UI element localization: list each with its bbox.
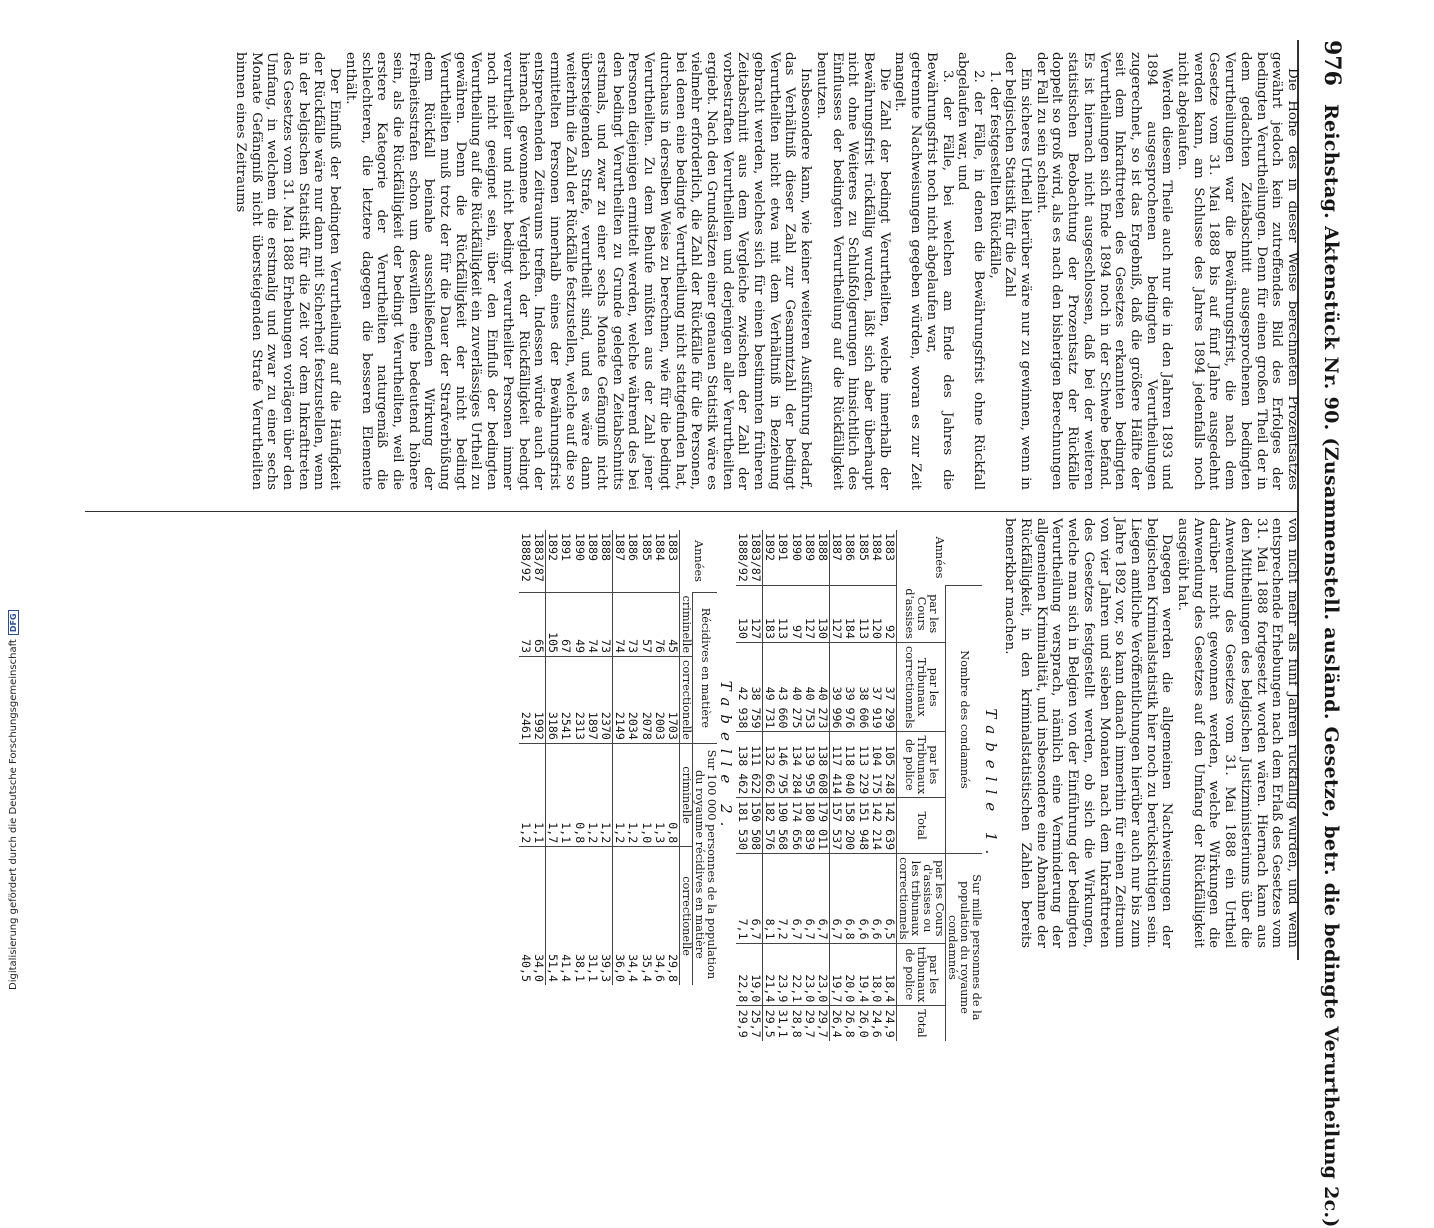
value-cell: 28,8 xyxy=(789,1006,802,1041)
value-cell: 146 795 xyxy=(776,732,789,798)
running-header xyxy=(1305,40,1345,1228)
value-cell: 113 xyxy=(856,585,869,642)
value-cell: 29,9 xyxy=(736,1006,749,1041)
column-header: par les Tribunaux correctionnels xyxy=(897,642,946,732)
table-row xyxy=(856,530,869,1041)
table-row xyxy=(612,530,626,985)
value-cell: 39 976 xyxy=(843,642,856,732)
value-cell: 113 229 xyxy=(856,732,869,798)
value-cell: 117 414 xyxy=(829,732,843,798)
value-cell: 67 xyxy=(559,593,572,657)
column-header: Total xyxy=(897,798,946,854)
column-header: correctionelle xyxy=(680,657,693,744)
table-2 xyxy=(519,530,735,985)
year-cell: 1883/87 xyxy=(532,530,546,593)
value-cell: 1,2 xyxy=(586,743,599,846)
paragraph: getrennte Nachweisungen gegeben würden, woran es zur Zeit mangelt. xyxy=(892,52,924,490)
value-cell: 37 299 xyxy=(883,642,897,732)
value-cell: 2149 xyxy=(612,657,626,744)
table-row xyxy=(639,530,652,985)
year-cell: 1886 xyxy=(626,533,641,561)
value-cell: 2370 xyxy=(599,657,613,744)
page-number: 976 xyxy=(1319,40,1345,86)
value-cell: 19,4 xyxy=(856,943,869,1006)
value-cell: 184 xyxy=(843,585,856,642)
text-column-left xyxy=(232,52,1300,490)
year-cell: 1888 xyxy=(816,530,830,585)
value-cell: 6,7 xyxy=(803,854,816,944)
value-cell: 73 xyxy=(599,593,613,657)
value-cell: 2313 xyxy=(572,657,585,744)
column-header: Total xyxy=(897,1006,946,1041)
table-2-title: Tabelle 2. xyxy=(717,680,735,835)
table-row xyxy=(653,530,666,985)
table-row xyxy=(776,530,789,1041)
column-divider xyxy=(85,511,1297,512)
value-cell: 39 996 xyxy=(829,642,843,732)
value-cell: 0,8 xyxy=(666,743,680,846)
value-cell: 134 284 xyxy=(789,732,802,798)
value-cell: 2003 xyxy=(653,657,666,744)
value-cell: 74 xyxy=(586,593,599,657)
value-cell: 130 xyxy=(816,585,830,642)
value-cell: 157 537 xyxy=(829,798,843,854)
value-cell: 6,7 xyxy=(749,854,763,944)
table-1 xyxy=(736,530,1000,1041)
value-cell: 1897 xyxy=(586,657,599,744)
col-head-annees: Années xyxy=(897,530,983,585)
table-row xyxy=(666,530,680,985)
year-cell: 1892 xyxy=(546,533,561,561)
table-row xyxy=(870,530,883,1041)
value-cell: 1,1 xyxy=(559,743,572,846)
value-cell: 23,0 xyxy=(803,943,816,1006)
value-cell: 1992 xyxy=(532,657,546,744)
value-cell: 150 508 xyxy=(749,798,763,854)
value-cell: 23,0 xyxy=(816,943,830,1006)
value-cell: 22,8 xyxy=(736,943,749,1006)
value-cell: 130 xyxy=(736,585,749,642)
year-cell: 1888 xyxy=(599,530,613,593)
value-cell: 120 xyxy=(870,585,883,642)
table-row xyxy=(545,530,559,985)
paragraph: Dagegen werden die allgemeinen Nachweisungen der belgischen Kriminalstatistik hier noch zu berücksichtigen sein. Liegen amtliche Veröffentlichungen hierüber auch nur bis zum Jahre 1892 vor, so kann danach immerhin für einen Zeitraum von vier Jahren und sieben Monaten nach dem Inkrafttreten des Gesetzes festgestellt werden, ob sich die Wirkungen, welche man sich in Belgien von der Einführung der bedingten Verurtheilung versprach, nämlich eine Verminderung der allgemeinen Kriminalität, und insbesondere eine Abnahme der Rückfälligkeit, in den kriminalstatistischen Zahlen bereits bemerkbar machen. xyxy=(1002,518,1175,948)
year-cell: 1891 xyxy=(776,533,791,561)
paragraph: Die Zahl der bedingt Verurtheilten, welche innerhalb der Bewährungsfrist rückfällig wurden, läßt sich aber überhaupt nicht ohne Weiteres zu Schlußfolgerungen hinsichtlich des Einflusses der bedingten Verurtheilung auf die Rückfälligkeit benutzen. xyxy=(813,52,892,490)
value-cell: 6,7 xyxy=(829,854,843,944)
value-cell: 1703 xyxy=(666,657,680,744)
value-cell: 42 938 xyxy=(736,642,749,732)
value-cell: 97 xyxy=(789,585,802,642)
column-header: par les Cours d'assises ou les tribunaux correctionnels xyxy=(897,854,946,944)
value-cell: 40 753 xyxy=(803,642,816,732)
value-cell: 49 731 xyxy=(762,642,776,732)
year-cell: 1889 xyxy=(585,533,600,561)
year-cell: 1890 xyxy=(572,533,587,561)
value-cell: 34,4 xyxy=(626,847,639,985)
paragraph: Werden diesem Theile auch nur die in den Jahren 1893 und 1894 ausgesprochenen bedingten Verurtheilungen zugerechnet, so ist das Ergebniß, daß die größere Hälfte der seit dem Inkrafttreten des Gesetzes erkannten bedingten Verurtheilungen sich Ende 1894 noch in der Schwebe befand. Es ist hiernach nicht ausgeschlossen, daß bei der weiteren statistischen Beobachtung der Prozentsatz der Rückfälle doppelt so groß wird, als es nach den bisherigen Berechnungen der Fall zu sein scheint. xyxy=(1033,52,1175,490)
value-cell: 151 948 xyxy=(856,798,869,854)
value-cell: 1,2 xyxy=(612,743,626,846)
year-cell: 1887 xyxy=(830,533,845,561)
value-cell: 39,3 xyxy=(599,847,613,985)
value-cell: 36,0 xyxy=(612,847,626,985)
value-cell: 113 xyxy=(776,585,789,642)
value-cell: 6,6 xyxy=(856,854,869,944)
table-row xyxy=(829,530,843,1041)
year-cell: 1891 xyxy=(559,533,574,561)
year-cell: 1885 xyxy=(639,533,654,561)
text-column-right xyxy=(1002,518,1300,948)
value-cell: 26,4 xyxy=(829,1006,843,1041)
value-cell: 127 xyxy=(749,585,763,642)
value-cell: 38 606 xyxy=(856,642,869,732)
footer-credit xyxy=(8,610,19,990)
value-cell: 1,1 xyxy=(532,743,546,846)
year-cell: 1884 xyxy=(869,533,884,561)
column-header: correctionelle xyxy=(680,847,693,985)
table-row xyxy=(532,530,546,985)
year-cell: 1890 xyxy=(789,533,804,561)
value-cell: 127 xyxy=(803,585,816,642)
paragraph: von nicht mehr als fünf Jahren rückfällig wurden, und wenn entsprechende Erhebungen nach dem Erlaß des Gesetzes vom 31. Mai 1888 fortgesetzt worden wären. Hiernach kann aus den Mittheilungen des belgischen Justizministeriums über die Anwendung des Gesetzes vom 31. Mai 1888 ein Urtheil darüber nicht gewonnen werden, welche Wirkungen die Anwendung des Gesetzes auf den Umfang der Rückfälligkeit ausgeübt hat. xyxy=(1175,518,1300,948)
value-cell: 74 xyxy=(612,593,626,657)
year-cell: 1892 xyxy=(763,533,778,561)
value-cell: 23,9 xyxy=(776,943,789,1006)
table-row xyxy=(736,530,749,1041)
value-cell: 118 040 xyxy=(843,732,856,798)
value-cell: 20,0 xyxy=(843,943,856,1006)
value-cell: 26,8 xyxy=(843,1006,856,1041)
column-header: criminelle xyxy=(680,743,693,846)
col-head-annees: Années xyxy=(680,530,718,593)
value-cell: 182 576 xyxy=(762,798,776,854)
col-head-sur-100000: Sur 100 000 personnes de la population du royaume récidives en matière xyxy=(693,743,718,985)
value-cell: 43 660 xyxy=(776,642,789,732)
value-cell: 92 xyxy=(883,585,897,642)
value-cell: 139 959 xyxy=(803,732,816,798)
value-cell: 57 xyxy=(639,593,652,657)
year-cell: 1885 xyxy=(856,533,871,561)
table-row xyxy=(789,530,802,1041)
value-cell: 41,4 xyxy=(559,847,572,985)
year-cell: 1883/87 xyxy=(749,530,763,585)
value-cell: 7,2 xyxy=(776,854,789,944)
value-cell: 2461 xyxy=(519,657,532,744)
paragraph: Ein sicheres Urtheil hierüber wäre nur zu gewinnen, wenn in der belgischen Statistik für die Zahl xyxy=(1002,52,1034,490)
col-head-nombre: Nombre des condamnés xyxy=(946,585,983,853)
value-cell: 25,7 xyxy=(749,1006,763,1041)
value-cell: 24,6 xyxy=(870,1006,883,1041)
value-cell: 2034 xyxy=(626,657,639,744)
table-row xyxy=(572,530,585,985)
footer-text: Digitalisierung gefördert durch die Deutsche Forschungsgemeinschaft xyxy=(8,639,19,990)
value-cell: 40 273 xyxy=(816,642,830,732)
value-cell: 2541 xyxy=(559,657,572,744)
value-cell: 132 662 xyxy=(762,732,776,798)
year-cell: 1886 xyxy=(843,533,858,561)
year-cell: 1887 xyxy=(613,533,628,561)
value-cell: 105 248 xyxy=(883,732,897,798)
value-cell: 138 462 xyxy=(736,732,749,798)
table-row xyxy=(803,530,816,1041)
value-cell: 22,1 xyxy=(789,943,802,1006)
value-cell: 0,8 xyxy=(572,743,585,846)
column-header: criminelle xyxy=(680,593,693,657)
header-title: Reichstag. Aktenstück Nr. 90. (Zusammenstell. ausländ. Gesetze, betr. die bedingte Verurtheilung 2c.) xyxy=(1320,103,1342,1228)
value-cell: 31,1 xyxy=(776,1006,789,1041)
value-cell: 24,9 xyxy=(883,1006,897,1041)
value-cell: 38,1 xyxy=(572,847,585,985)
value-cell: 138 608 xyxy=(816,732,830,798)
value-cell: 31,1 xyxy=(586,847,599,985)
value-cell: 29,7 xyxy=(816,1006,830,1041)
value-cell: 104 175 xyxy=(870,732,883,798)
value-cell: 65 xyxy=(532,593,546,657)
column-header: par les Cours d'assises xyxy=(897,585,946,642)
dfg-logo: DFG xyxy=(8,610,19,635)
value-cell: 29,5 xyxy=(762,1006,776,1041)
value-cell: 1,0 xyxy=(639,743,652,846)
value-cell: 34,0 xyxy=(532,847,546,985)
column-header: par les Tribunaux de police xyxy=(897,732,946,798)
value-cell: 37 919 xyxy=(870,642,883,732)
value-cell: 49 xyxy=(572,593,585,657)
value-cell: 35,4 xyxy=(639,847,652,985)
value-cell: 6,7 xyxy=(789,854,802,944)
value-cell: 51,4 xyxy=(545,847,559,985)
year-cell: 1884 xyxy=(652,533,667,561)
value-cell: 1,2 xyxy=(519,743,532,846)
value-cell: 73 xyxy=(519,593,532,657)
value-cell: 18,0 xyxy=(870,943,883,1006)
value-cell: 180 839 xyxy=(803,798,816,854)
value-cell: 1,2 xyxy=(626,743,639,846)
value-cell: 127 xyxy=(829,585,843,642)
col-head-sur-mille: Sur mille personnes de la population du royaume condamnés xyxy=(946,854,983,1041)
table-row xyxy=(749,530,763,1041)
value-cell: 190 568 xyxy=(776,798,789,854)
value-cell: 29,8 xyxy=(666,847,680,985)
value-cell: 76 xyxy=(653,593,666,657)
value-cell: 3186 xyxy=(545,657,559,744)
value-cell: 7,1 xyxy=(736,854,749,944)
table-row xyxy=(762,530,776,1041)
value-cell: 1,2 xyxy=(599,743,613,846)
year-cell: 1883 xyxy=(883,533,897,561)
value-cell: 40 275 xyxy=(789,642,802,732)
value-cell: 19,0 xyxy=(749,943,763,1006)
table-row xyxy=(843,530,856,1041)
value-cell: 34,6 xyxy=(653,847,666,985)
paragraph: Die Höhe des in dieser Weise berechneten Prozentsatzes gewährt jedoch kein zutreffendes Bild des Erfolges der bedingten Verurtheilungen. Denn für einen großen Theil der in dem gedachten Zeitabschnitt ausgesprochenen bedingten Verurtheilungen war die Bewährungsfrist, die nach dem Gesetze vom 31. Mai 1888 bis auf fünf Jahre ausgedehnt werden kann, am Schlusse des Jahres 1894 jedenfalls noch nicht abgelaufen. xyxy=(1175,52,1300,490)
value-cell: 142 639 xyxy=(883,798,897,854)
value-cell: 18,4 xyxy=(883,943,897,1006)
year-cell: 1888/92 xyxy=(518,533,533,582)
value-cell: 8,1 xyxy=(762,854,776,944)
value-cell: 1,3 xyxy=(653,743,666,846)
value-cell: 174 656 xyxy=(789,798,802,854)
value-cell: 1,7 xyxy=(545,743,559,846)
table-row xyxy=(626,530,639,985)
value-cell: 6,6 xyxy=(870,854,883,944)
table-row xyxy=(519,530,532,985)
value-cell: 142 214 xyxy=(870,798,883,854)
table-row xyxy=(559,530,572,985)
value-cell: 6,7 xyxy=(816,854,830,944)
table-row xyxy=(816,530,830,1041)
table-row xyxy=(599,530,613,985)
value-cell: 38 759 xyxy=(749,642,763,732)
value-cell: 73 xyxy=(626,593,639,657)
year-cell: 1888/92 xyxy=(735,533,750,582)
value-cell: 181 530 xyxy=(736,798,749,854)
value-cell: 26,0 xyxy=(856,1006,869,1041)
paragraph: 3. der Fälle, bei welchen am Ende des Jahres die Bewährungsfrist noch nicht abgelaufen war, xyxy=(923,52,955,490)
value-cell: 40,5 xyxy=(519,847,532,985)
value-cell: 105 xyxy=(545,593,559,657)
value-cell: 19,7 xyxy=(829,943,843,1006)
value-cell: 6,5 xyxy=(883,854,897,944)
table-1-grid xyxy=(736,530,982,1041)
year-cell: 1883 xyxy=(666,533,680,561)
value-cell: 111 622 xyxy=(749,732,763,798)
value-cell: 21,4 xyxy=(762,943,776,1006)
paragraph: 2. der Fälle, in denen die Bewährungsfrist ohne Rückfall abgelaufen war, und xyxy=(955,52,986,490)
value-cell: 2078 xyxy=(639,657,652,744)
year-cell: 1889 xyxy=(802,533,817,561)
table-row xyxy=(883,530,897,1041)
value-cell: 6,8 xyxy=(843,854,856,944)
value-cell: 29,7 xyxy=(803,1006,816,1041)
col-head-recidives: Récidives en matière xyxy=(693,593,718,744)
value-cell: 45 xyxy=(666,593,680,657)
value-cell: 158 200 xyxy=(843,798,856,854)
table-row xyxy=(586,530,599,985)
value-cell: 179 011 xyxy=(816,798,830,854)
paragraph: Der Einfluß der bedingten Verurtheilung auf die Häufigkeit der Rückfälle wäre nur dann mit Sicherheit festzustellen, wenn in der belgischen Statistik für die Zeit vor dem Inkrafttreten des Gesetzes vom 31. Mai 1888 Erhebungen vorlägen über den Umfang, in welchem die erstmalig und zwar zu einer sechs Monate Gefängniß nicht übersteigenden Strafe Verurtheilten binnen eines Zeitraums xyxy=(232,52,343,490)
paragraph: 1. der festgestellten Rückfälle, xyxy=(986,70,1002,279)
column-header: par les tribunaux de police xyxy=(897,943,946,1006)
paragraph: Insbesondere kann, wie keiner weiteren Ausführung bedarf, das Verhältniß dieser Zahl zur Gesammtzahl der bedingt Verurtheilten nicht etwa mit dem Verhältniß in Beziehung gebracht werden, welches sich für einen bestimmten früheren Zeitabschnitt aus dem Vergleiche zwischen der Zahl der vorbestraften Verurtheilten und derjenigen aller Verurtheilten ergiebt. Nach den Grundsätzen einer genauen Statistik wäre es vielmehr erforderlich, die Zahl der Rückfälle für die Personen, bei denen eine bedingte Verurtheilung nicht stattgefunden hat, durchaus in derselben Weise zu berechnen, wie für die bedingt Verurtheilten. Zu dem Behufe müßten aus der Zahl jener Personen diejenigen ermittelt werden, welche während des bei den bedingt Verurtheilten zu Grunde gelegten Zeitabschnitts erstmals, und zwar zu einer sechs Monate Gefängniß nicht übersteigenden Strafe, verurtheilt sind, und es wäre dann weiterhin die Zahl der Rückfälle festzustellen, welche auf die so ermittelten Personen innerhalb eines der Bewährungsfrist entsprechenden Zeitraums treffen. Indessen würde auch der hiernach gewonnene Vergleich der Rückfälligkeit bedingt verurtheilter und nicht bedingt verurtheilter Personen immer noch nicht geeignet sein, über den Einfluß der bedingten Verurtheilung auf die Rückfälligkeit ein zuverlässiges Urtheil zu gewähren. Denn die Rückfälligkeit der nicht bedingt Verurtheilten muß trotz der für die Dauer der Strafverbüßung dem Rückfall beinahe ausschließenden Wirkung der Freiheitsstrafen schon um deswillen eine bedeutend höhere sein, als die Rückfälligkeit der bedingt Verurtheilten, weil die erstere Kategorie der Verurtheilten naturgemäß die schlechteren, die letztere dagegen die besseren Elemente enthält. xyxy=(342,52,814,490)
table-1-title: Tabelle 1. xyxy=(982,708,1000,863)
table-2-grid xyxy=(519,530,717,985)
value-cell: 183 xyxy=(762,585,776,642)
